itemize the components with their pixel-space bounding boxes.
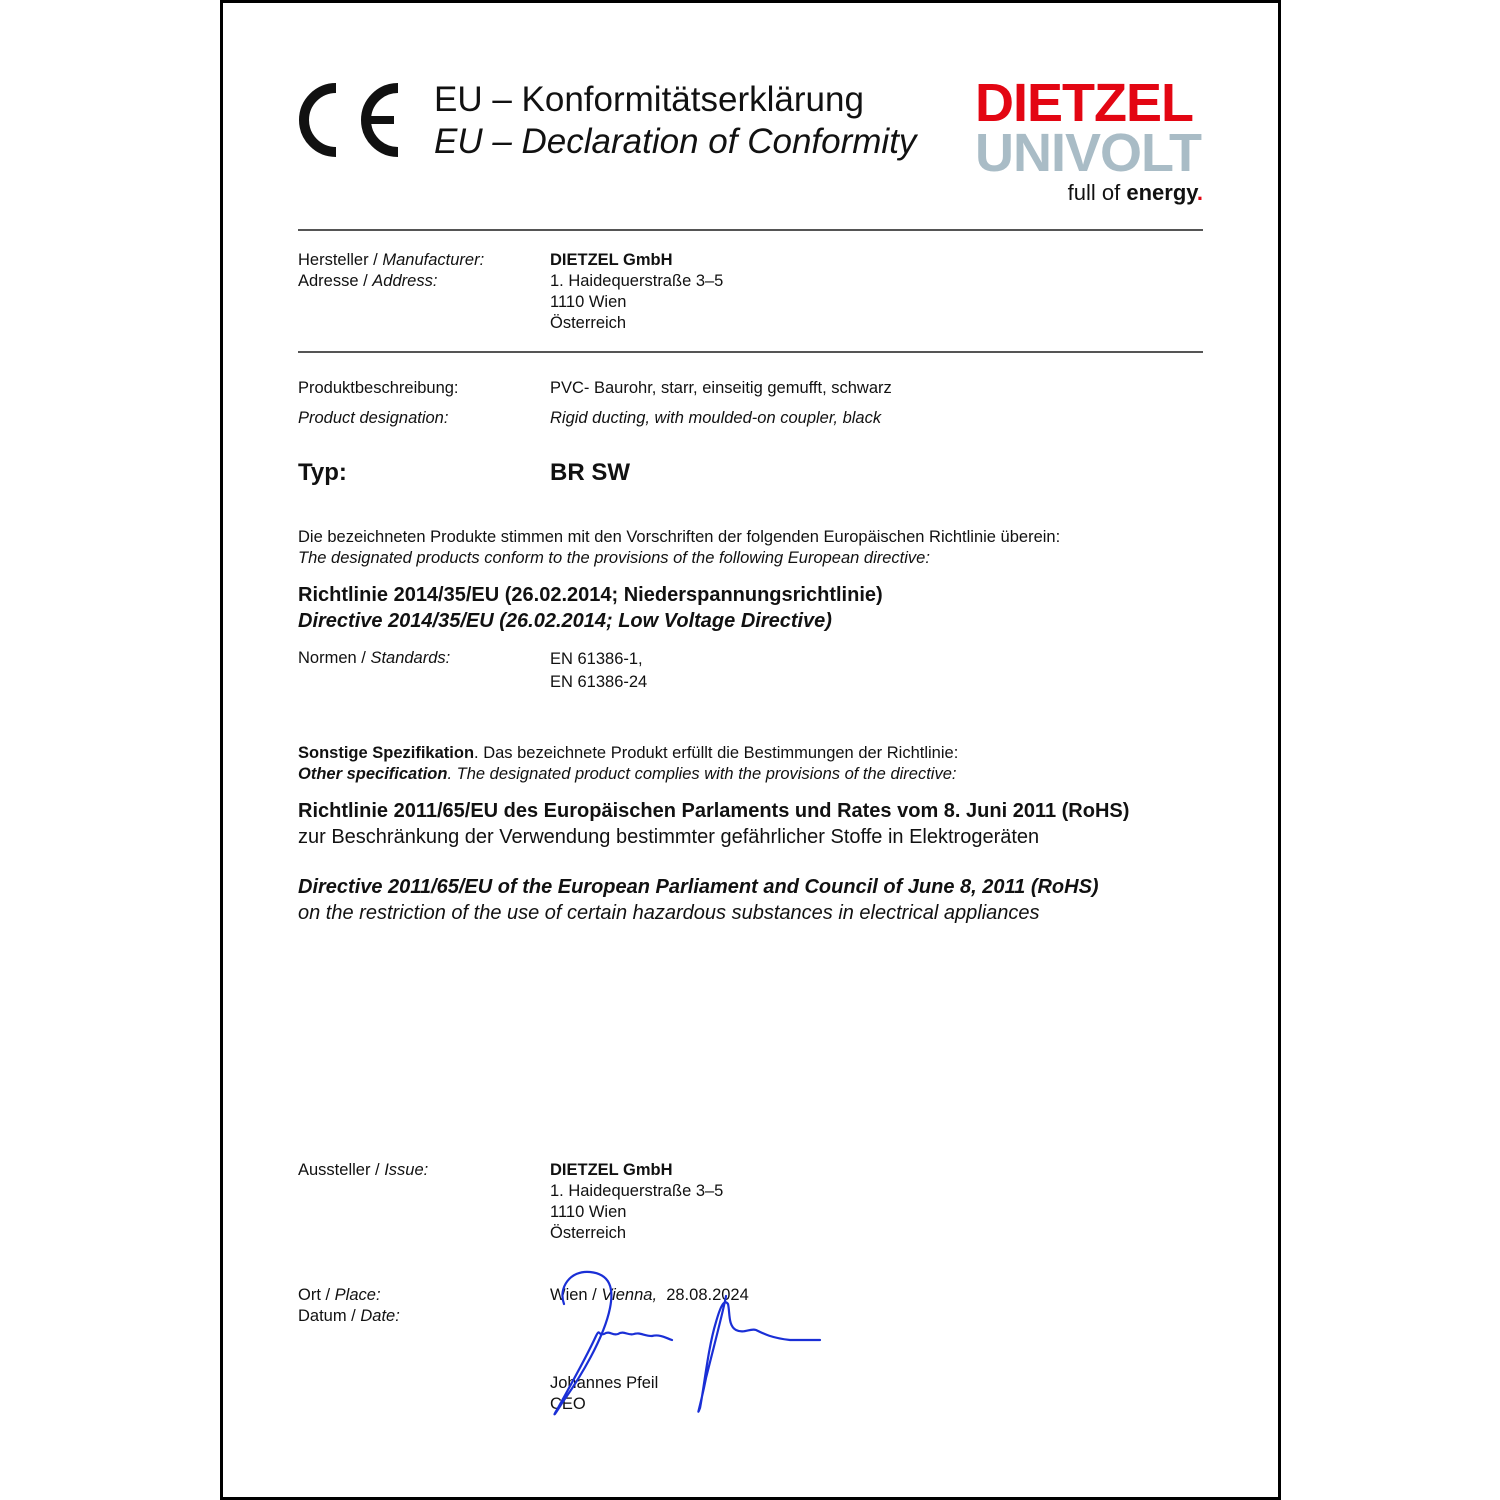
manufacturer-company: DIETZEL GmbH: [550, 251, 673, 269]
title-english: EU – Declaration of Conformity: [434, 122, 917, 161]
logo-dietzel: DIETZEL: [975, 73, 1193, 133]
standard-1: EN 61386-1,: [550, 650, 643, 668]
conformity-intro-en: The designated products conform to the provisions of the following European directive:: [298, 549, 930, 567]
rohs-de-subtitle: zur Beschränkung der Verwendung bestimmter gefährlicher Stoffe in Elektrogeräten: [298, 826, 1040, 848]
other-spec-de: Sonstige Spezifikation. Das bezeichnete Produkt erfüllt die Bestimmungen der Richtlinie:: [298, 744, 959, 762]
signer-title: CEO: [550, 1395, 586, 1413]
logo-tagline: [1068, 180, 1203, 206]
directive-de: Richtlinie 2014/35/EU (26.02.2014; Niederspannungsrichtlinie): [298, 584, 883, 606]
logo-univolt: UNIVOLT: [975, 123, 1201, 183]
divider-middle: [298, 351, 1203, 353]
product-label-de: Produktbeschreibung:: [298, 379, 459, 397]
place-date-value: Wien / Vienna, 28.08.2024: [550, 1286, 749, 1304]
manufacturer-label: Hersteller / Manufacturer:: [298, 251, 485, 269]
signature-icon: [540, 1268, 840, 1428]
divider-top: [298, 229, 1203, 231]
tagline-dot: .: [1196, 180, 1203, 205]
tagline-prefix: full of: [1067, 180, 1127, 205]
signer-name: Johannes Pfeil: [550, 1374, 659, 1392]
manufacturer-address-line-3: Österreich: [550, 314, 627, 332]
issuer-address-line-1: 1. Haidequerstraße 3–5: [550, 1182, 724, 1200]
issuer-company: DIETZEL GmbH: [550, 1161, 673, 1179]
issuer-address-line-3: Österreich: [550, 1224, 627, 1242]
type-label: Typ:: [298, 459, 347, 486]
title-german: EU – Konformitätserklärung: [434, 80, 864, 119]
dietzel-univolt-logo: [975, 73, 1205, 208]
issuer-label: Aussteller / Issue:: [298, 1161, 429, 1179]
address-label: Adresse / Address:: [298, 272, 438, 290]
manufacturer-address-line-2: 1110 Wien: [550, 293, 627, 311]
manufacturer-address-line-1: 1. Haidequerstraße 3–5: [550, 272, 724, 290]
directive-en: Directive 2014/35/EU (26.02.2014; Low Voltage Directive): [298, 610, 832, 632]
product-value-de: PVC- Baurohr, starr, einseitig gemufft, schwarz: [550, 379, 892, 397]
issuer-address-line-2: 1110 Wien: [550, 1203, 627, 1221]
type-value: BR SW: [550, 459, 630, 486]
product-value-en: Rigid ducting, with moulded-on coupler, black: [550, 409, 882, 427]
product-label-en: Product designation:: [298, 409, 449, 427]
conformity-intro-de: Die bezeichneten Produkte stimmen mit den Vorschriften der folgenden Europäischen Richtlinie überein:: [298, 528, 1061, 546]
rohs-en-title: Directive 2011/65/EU of the European Parliament and Council of June 8, 2011 (RoHS): [298, 876, 1099, 898]
standard-2: EN 61386-24: [550, 673, 648, 691]
date-label: Datum / Date:: [298, 1307, 400, 1325]
tagline-energy: energy: [1126, 180, 1197, 205]
standards-label: Normen / Standards:: [298, 649, 451, 667]
rohs-en-subtitle: on the restriction of the use of certain hazardous substances in electrical appliances: [298, 902, 1040, 924]
rohs-de-title: Richtlinie 2011/65/EU des Europäischen Parlaments und Rates vom 8. Juni 2011 (RoHS): [298, 800, 1130, 822]
ce-mark-icon: [298, 82, 402, 158]
other-spec-en: Other specification. The designated product complies with the provisions of the directive:: [298, 765, 957, 783]
place-label: Ort / Place:: [298, 1286, 381, 1304]
